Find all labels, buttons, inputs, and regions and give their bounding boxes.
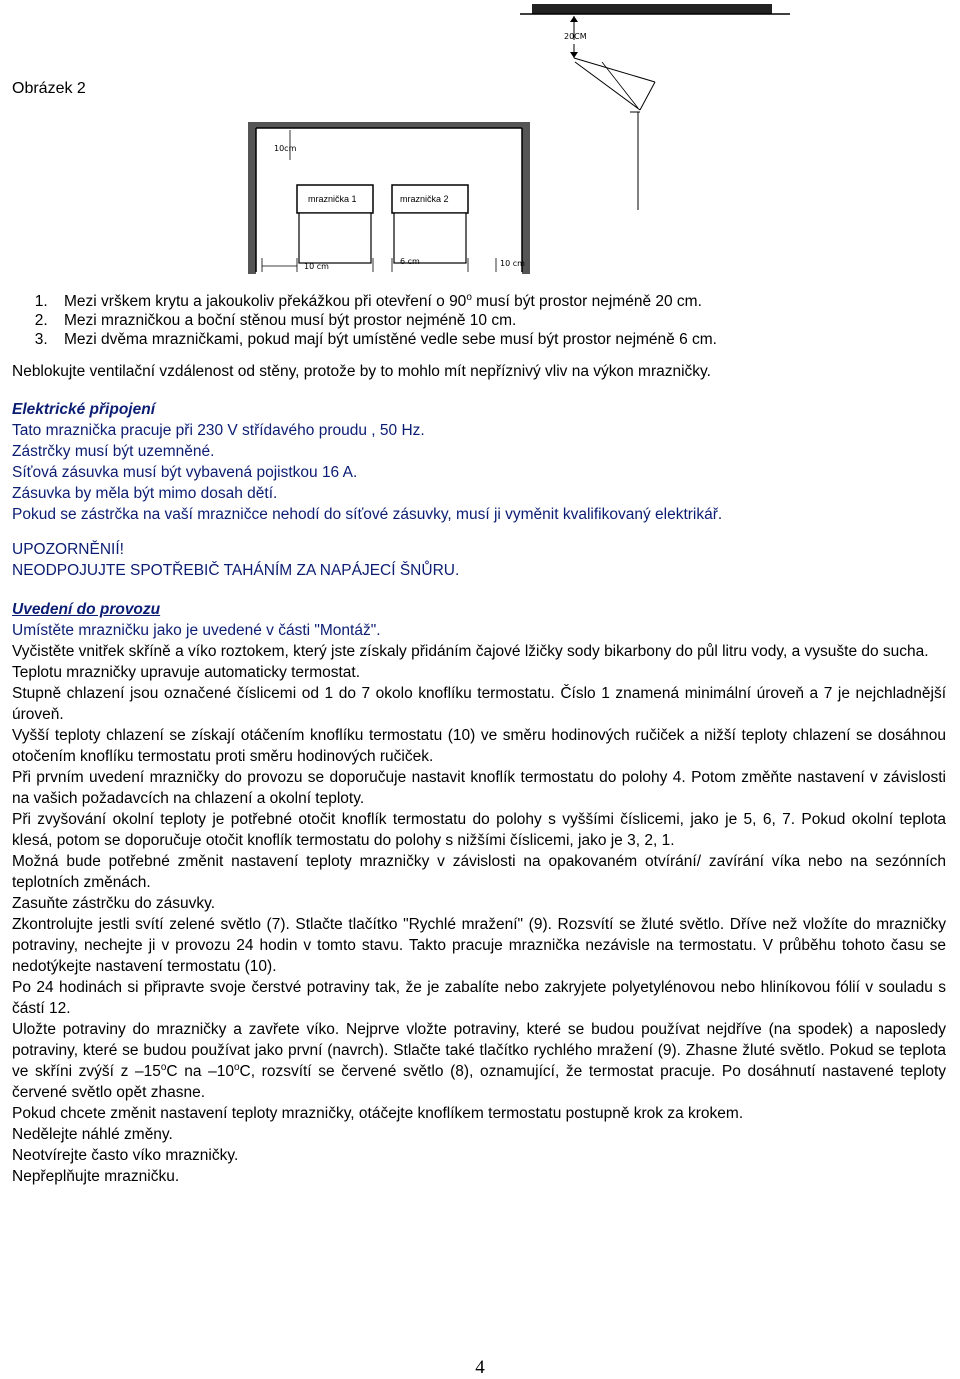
warning-text: NEODPOJUJTE SPOTŘEBIČ TAHÁNÍM ZA NAPÁJECÍ ŠNŮRU. [12,562,460,579]
warning-title: UPOZORNĚNIÍ! [12,541,124,558]
startup-paragraph: Stupně chlazení jsou označené číslicemi od 1 do 7 okolo knoflíku termostatu. Číslo 1 znamená minimální úroveň a 7 je nejchladnější úroveň. [12,685,946,723]
spacing-rules-list [12,292,946,349]
startup-paragraph: Vyšší teploty chlazení se získají otáčením knoflíku termostatu (10) ve směru hodinových ručiček a nižší teploty chlazení se dosáhnou otočením knoflíku termostatu proti směru hodinových ručiček. [12,727,946,765]
closing-line: Nepřeplňujte mrazničku. [12,1168,180,1185]
lid-clearance-sketch [520,4,790,210]
startup-paragraph: Teplotu mrazničky upravuje automaticky termostat. [12,664,361,681]
closing-line: Pokud chcete změnit nastavení teploty mrazničky, otáčejte knoflíkem termostatu postupně krok za krokem. [12,1105,744,1122]
startup-paragraph: Při zvyšování okolní teploty je potřebné otočit knoflík termostatu do polohy s vyššími číslicemi, jako je 5, 6, 7. Pokud okolní teplota klesá, potom se doporučuje otočit knoflík termostatu do polohy s nižšími číslicemi, jako je 3, 2, 1. [12,811,946,849]
warning-section [12,539,946,581]
freezer-1-label: mraznička 1 [308,194,357,204]
middle-gap-label: 6 cm [400,257,420,266]
startup-intro: Umístěte mrazničku jako je uvedené v části "Montáž". [12,622,381,639]
inner-top-label: 10cm [274,144,297,153]
startup-paragraph: Při prvním uvedení mrazničky do provozu se doporučuje nastavit knoflík termostatu do polohy 4. Potom změňte nastavení v závislosti na vašich požadavcích na chlazení a okolní teploty. [12,769,946,807]
electrical-line: Zásuvka by měla být mimo dosah dětí. [12,485,278,502]
electrical-line: Síťová zásuvka musí být vybavená pojistkou 16 A. [12,464,358,481]
startup-paragraph: Vyčistěte vnitřek skříně a víko roztokem, který jste získaly přidáním čajové lžičky sody bikarbony do půl litru vody, a vysušte do sucha. [12,643,929,660]
startup-paragraph: Zkontrolujte jestli svítí zelené světlo (7). Stlačte tlačítko "Rychlé mražení" (9). Rozsvítí se žluté světlo. Dříve než vložíte do mrazničky potraviny, nechejte ji v provozu 24 hodin v tomto stavu. Takto pracuje mraznička nezávisle na termostatu. V průběhu tohoto času se nedotýkejte nastavení termostatu (10). [12,916,946,975]
startup-paragraph: Zasuňte zástrčku do zásuvky. [12,895,216,912]
startup-paragraph: Možná bude potřebné změnit nastavení teploty mrazničky v závislosti na opakovaném otvírání/ zavírání víka nebo na sezónních teplotních změnách. [12,853,946,891]
list-item: 2. Mezi mrazničkou a boční stěnou musí být prostor nejméně 10 cm. [52,311,946,330]
list-item: 3. Mezi dvěma mrazničkami, pokud mají být umístěné vedle sebe musí být prostor nejméně 6 cm. [52,330,946,349]
list-item: 1. Mezi vrškem krytu a jakoukoliv překážkou při otevření o 90$^o$ musí být prostor nejméně 20 cm. [52,292,946,311]
electrical-line: Pokud se zástrčka na vaší mrazničce nehodí do síťové zásuvky, musí ji vyměnit kvalifikovaný elektrikář. [12,506,723,523]
figure-caption: Obrázek 2 [12,80,86,97]
closing-line: Neotvírejte často víko mrazničky. [12,1147,239,1164]
freezer-2-label: mraznička 2 [400,194,449,204]
closing-line: Nedělejte náhlé změny. [12,1126,173,1143]
electrical-heading: Elektrické připojení [12,401,155,418]
installation-diagram [0,0,960,290]
electrical-line: Zástrčky musí být uzemněné. [12,443,215,460]
clearance-20cm-label: 20CM [564,32,587,41]
niche-sketch [248,122,530,274]
startup-section [12,599,946,1187]
storage-paragraph: Uložte potraviny do mrazničky a zavřete víko. Nejprve vložte potraviny, které se budou používat nejdříve (na spodek) a naposledy potraviny, které se budou používat jako první (navrch). Stlačte také tlačítko rychlého mražení (9). Zhasne žluté světlo. Pokud se teplota ve skříni zvýší z –15$^o$C na –10$^o$C, rozsvítí se červené světlo (8), oznamující, že termostat pracuje. Po dosáhnutí nastavené teploty červené světlo opět zhasne. [12,1021,947,1101]
electrical-section [12,399,946,525]
startup-paragraph: Po 24 hodinách si připravte svoje čerstvé potraviny tak, že je zabalíte nebo zakryjete polyetylénovou nebo hliníkovou fólií v souladu s částí 12. [12,979,946,1017]
ventilation-note: Neblokujte ventilační vzdálenost od stěny, protože by to mohlo mít nepříznivý vliv na výkon mrazničky. [12,363,711,380]
side-left-gap-label: 10 cm [304,262,329,271]
startup-heading: Uvedení do provozu [12,601,161,618]
page-number: 4 [475,1357,485,1378]
electrical-line: Tato mraznička pracuje při 230 V střídavého proudu , 50 Hz. [12,422,425,439]
side-right-gap-label: 10 cm [500,259,525,268]
document-body [12,292,946,1187]
